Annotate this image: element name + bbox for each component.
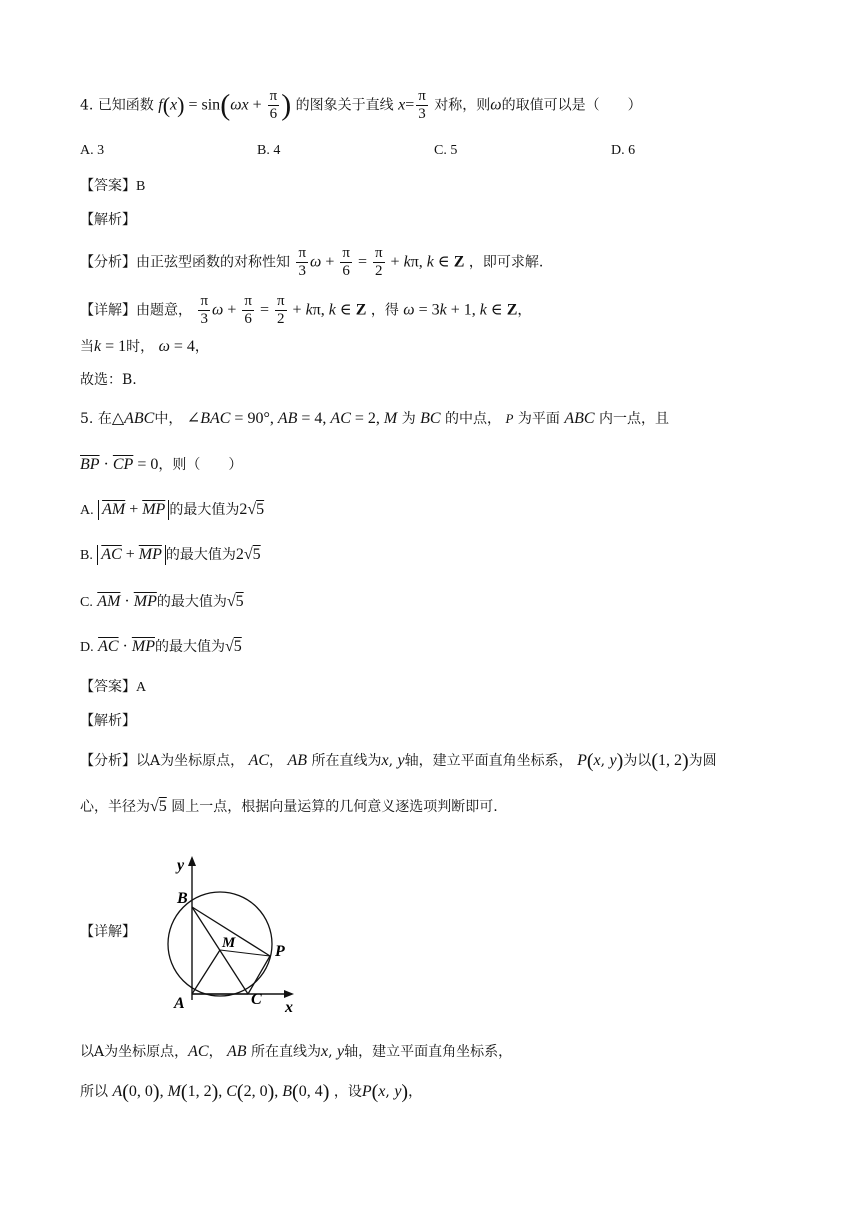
q5-option-d: D. $\overline{AC} \cdot \overline{MP}$的最大值为√5 <box>80 638 242 655</box>
segment-AM <box>192 950 220 994</box>
q5-option-a: A. $\overline{AM} + \overline{MP}$ 的最大值为2√5 <box>80 501 265 518</box>
geometry-figure <box>160 852 300 1020</box>
q4-case: 当k = 1时， ω = 4， <box>80 338 209 355</box>
q4-function: f <box>158 96 163 114</box>
q4-number: 4. <box>80 97 94 114</box>
q4-option-c: C. 5 <box>434 143 458 158</box>
q4-stem: 4. 已知函数 f(x) = sin(ωx + $\frac{\pi}{6}$ ) 的图象关于直线 x= $\frac{\pi}{3}$ 对称，则ω的取值可以是（ ） <box>80 88 642 122</box>
label-y: y <box>177 857 185 874</box>
x-axis-arrow <box>284 990 294 998</box>
q4-choose: 故选：B. <box>80 372 137 388</box>
q4-fenxi: 【分析】由正弦型函数的对称性知 $\frac{\pi}{3}$ ω + $\frac{\pi}{6}$ = $\frac{\pi}{2}$ + kπ, k ∈ Z ，即可求解. <box>80 245 544 279</box>
label-x: x <box>285 999 293 1016</box>
q5-fenxi-cont: 心，半径为√5 圆上一点，根据向量运算的几何意义逐选项判断即可. <box>80 798 498 815</box>
label-P: P <box>275 943 285 960</box>
q4-option-a: A. 3 <box>80 143 105 158</box>
q5-detail-label: 【详解】 <box>80 924 136 940</box>
q5-fenxi: 【分析】以A为坐标原点， AC， AB 所在直线为x, y轴，建立平面直角坐标系， P(x, y)为以(1, 2)为圆 <box>80 750 717 772</box>
y-axis-arrow <box>188 856 196 866</box>
q5-analysis-label: 【解析】 <box>80 713 136 729</box>
q5-condition: $\overline{BP} \cdot \overline{CP} = 0$，则（ ） <box>80 456 243 473</box>
q4-analysis-label: 【解析】 <box>80 212 136 228</box>
label-M: M <box>222 935 236 951</box>
segment-CP <box>248 956 270 994</box>
q4-answer: 【答案】B <box>80 178 146 194</box>
label-B: B <box>177 890 188 907</box>
label-C: C <box>251 991 262 1008</box>
q5-detail-line2: 所以 A(0, 0), M(1, 2), C(2, 0), B(0, 4) ，设P(x, y)， <box>80 1081 423 1103</box>
q5-option-c: C. $\overline{AM} \cdot \overline{MP}$的最大值为√5 <box>80 593 244 610</box>
q5-answer: 【答案】A <box>80 679 147 695</box>
q5-option-b: B. $\overline{AC} + \overline{MP}$ 的最大值为2√5 <box>80 546 261 563</box>
q4-detail: 【详解】由题意， $\frac{\pi}{3}$ ω + $\frac{\pi}{6}$ = $\frac{\pi}{2}$ + kπ, k ∈ Z ，得 ω = 3k + 1, k ∈ Z， <box>80 293 532 327</box>
q4-option-d: D. 6 <box>611 143 636 158</box>
q5-detail-line1: 以A为坐标原点，AC， AB 所在直线为x, y轴，建立平面直角坐标系， <box>80 1043 513 1060</box>
q4-option-b: B. 4 <box>257 143 281 158</box>
q5-stem: 5. 在△ABC中， ∠BAC = 90°, AB = 4, AC = 2, M 为 BC 的中点， P 为平面 ABC 内一点，且 <box>80 410 670 427</box>
label-A: A <box>174 995 185 1012</box>
